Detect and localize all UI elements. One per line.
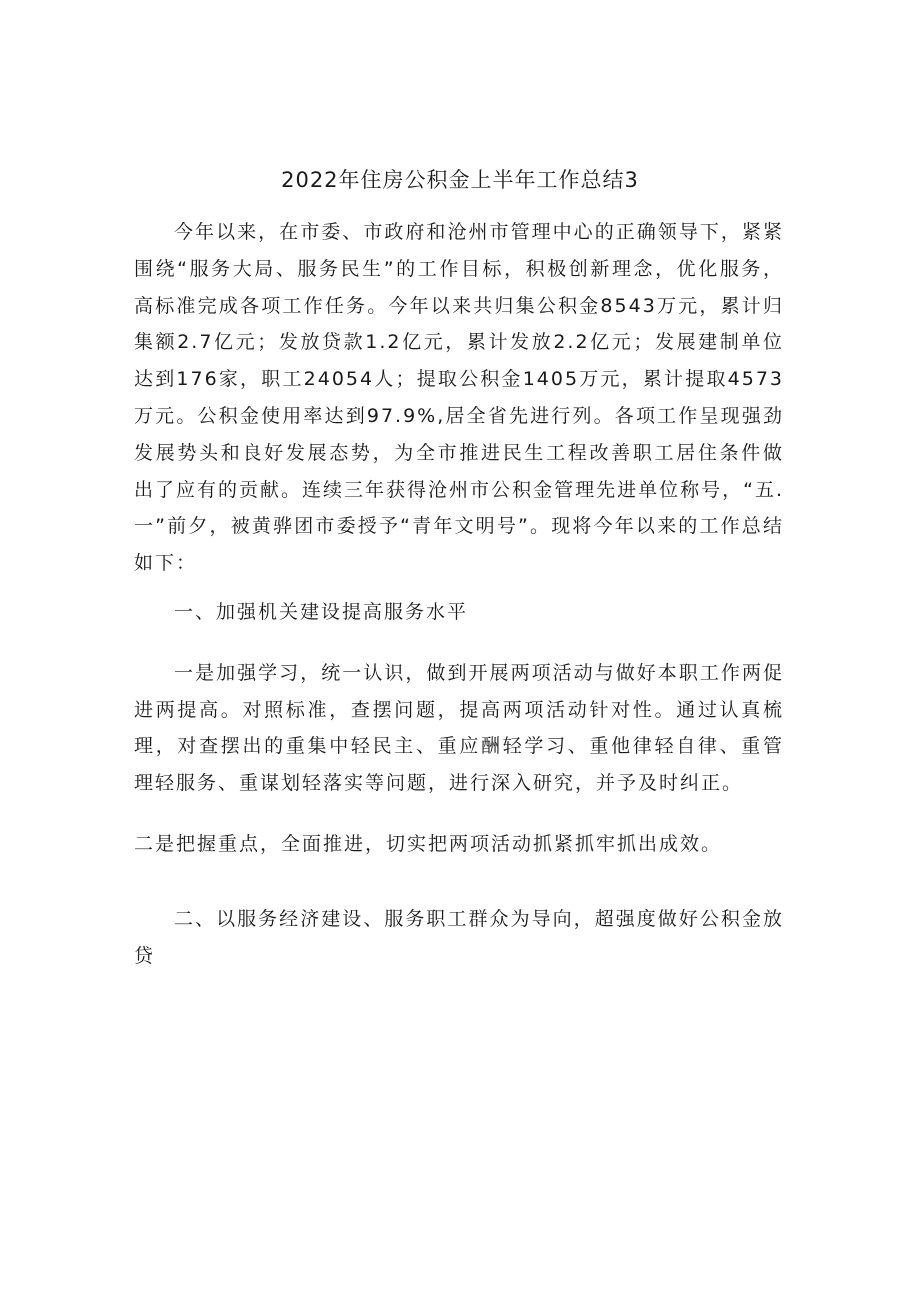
intro-paragraph: 今年以来，在市委、市政府和沧州市管理中心的正确领导下，紧紧围绕“服务大局、服务民生”的工作目标，积极创新理念，优化服务，高标准完成各项工作任务。今年以来共归集公积金8543万元，累计归集额2.7亿元；发放贷款1.2亿元，累计发放2.2亿元；发展建制单位达到176家，职工24054人；提取公积金1405万元，累计提取4573万元。公积金使用率达到97.9%,居全省先进行列。各项工作呈现强劲发展势头和良好发展态势，为全市推进民生工程改善职工居住条件做出了应有的贡献。连续三年获得沧州市公积金管理先进单位称号，“五.一”前夕，被黄骅团市委授予“青年文明号”。现将今年以来的工作总结如下： <box>134 221 784 575</box>
document-title: 2022年住房公积金上半年工作总结3 <box>281 168 639 192</box>
section-heading-1: 一、加强机关建设提高服务水平 <box>174 600 469 623</box>
document-body <box>134 214 784 974</box>
section-heading-2: 二、以服务经济建设、服务职工群众为导向，超强度做好公积金放贷 <box>134 907 784 967</box>
paragraph-study: 一是加强学习，统一认识，做到开展两项活动与做好本职工作两促进两提高。对照标准，查摆问题，提高两项活动针对性。通过认真梳理，对查摆出的重集中轻民主、重应酬轻学习、重他律轻自律、重管理轻服务、重谋划轻落实等问题，进行深入研究，并予及时纠正。 <box>134 661 784 795</box>
paragraph-focus: 二是把握重点，全面推进，切实把两项活动抓紧抓牢抓出成效。 <box>134 832 723 855</box>
